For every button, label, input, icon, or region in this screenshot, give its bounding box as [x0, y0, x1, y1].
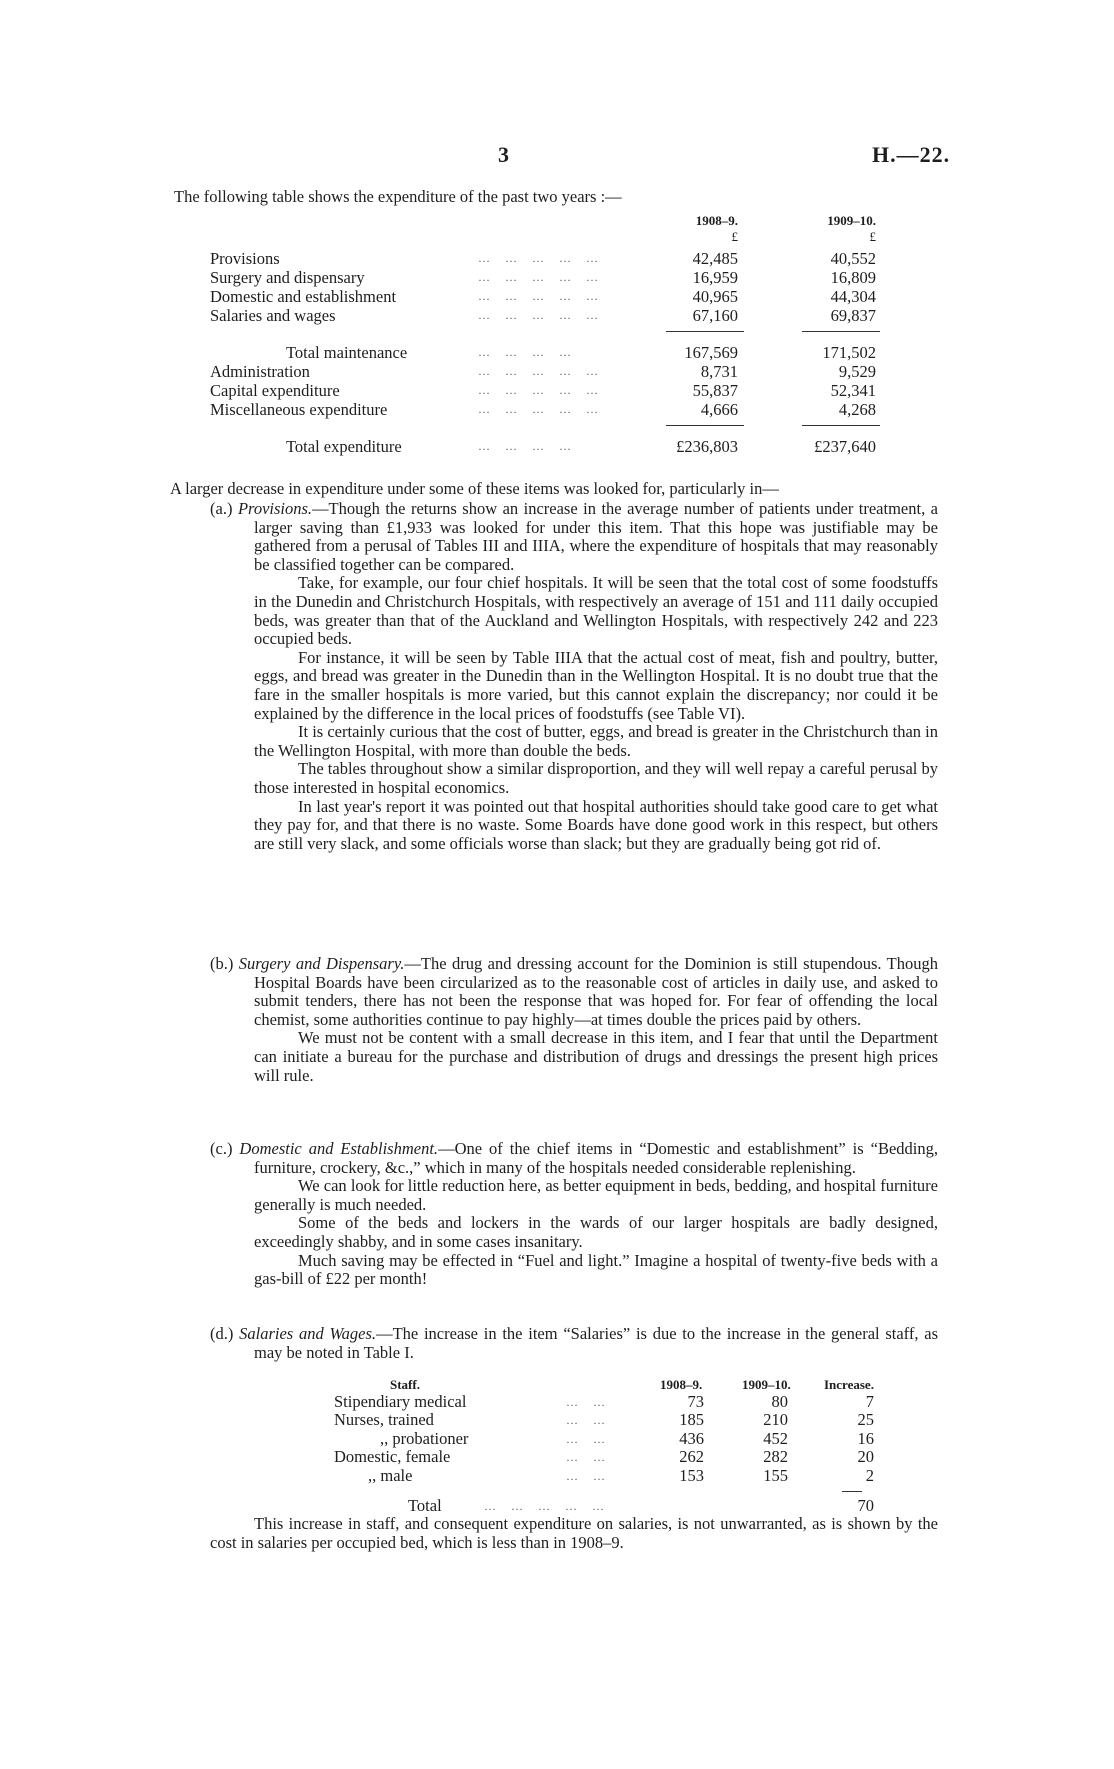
value-1909: 16,809: [830, 268, 876, 287]
closing-paragraph: [210, 1515, 938, 1552]
table-row: [210, 249, 882, 268]
value-1909: 9,529: [838, 362, 876, 381]
value-1909: 80: [771, 1392, 788, 1411]
paragraph: We can look for little reduction here, as better equipment in beds, bedding, and hospital furniture generally is much needed.: [254, 1176, 938, 1214]
paragraph: For instance, it will be seen by Table IIIA that the actual cost of meat, fish and poultry, butter, eggs, and bread was greater in the Dunedin than in the Wellington Hospital. It is no doubt true that the fare in the smaller hospitals is more varied, but this cannot explain the discrepancy; nor could it be explained by the difference in the local prices of foodstuffs (see Table VI).: [254, 647, 938, 723]
year-heading-1908: 1908–9.: [695, 213, 738, 228]
header-1908: 1908–9.: [660, 1377, 703, 1392]
value-1909: £237,640: [814, 437, 876, 456]
leader-dots: … … … … …: [478, 402, 604, 416]
leader-dots: … … … … …: [478, 364, 604, 378]
section-d-first: [210, 1325, 938, 1362]
rule-line: [842, 1491, 862, 1492]
table-row: [210, 268, 882, 287]
paragraph: In last year's report it was pointed out that hospital authorities should take good care to get what they pay for, and that there is no waste. Some Boards have done good work in this respect, but others are still very slack, and some officials worse than slack; but they are gradually being got rid of.: [254, 796, 938, 853]
paragraph: This increase in staff, and consequent expenditure on salaries, is not unwarranted, as is shown by the cost in salaries per occupied bed, which is less than in 1908–9.: [210, 1514, 938, 1552]
header-staff: Staff.: [390, 1377, 420, 1392]
value-1908: 55,837: [692, 381, 738, 400]
leader-dots: … … … …: [478, 345, 577, 359]
row-label: Surgery and dispensary: [210, 268, 365, 287]
row-label: ,, probationer: [380, 1428, 469, 1448]
value-1908: 73: [687, 1392, 704, 1411]
leader-dots: … … … … …: [478, 251, 604, 265]
row-label: Total expenditure: [286, 437, 402, 456]
section-marker: (b.): [210, 954, 234, 973]
table-row: [334, 1467, 894, 1485]
value-increase: 2: [865, 1465, 874, 1485]
leader-dots: … …: [566, 1395, 611, 1409]
row-label: Total: [408, 1495, 442, 1515]
value-1909: 69,837: [830, 306, 876, 325]
value-increase: 70: [857, 1495, 874, 1515]
section-marker: (a.): [210, 499, 233, 518]
section-title: Salaries and Wages.: [239, 1324, 377, 1343]
value-increase: 16: [857, 1428, 874, 1448]
rule-line: [666, 331, 744, 332]
rule-line: [666, 425, 744, 426]
value-1908: 153: [679, 1465, 704, 1485]
rule-line: [802, 425, 880, 426]
row-label: Capital expenditure: [210, 381, 340, 400]
value-1909: 52,341: [830, 381, 876, 400]
row-label: Administration: [210, 362, 310, 381]
value-1909: 44,304: [830, 287, 876, 306]
section-text: —One of the chief items in “Domestic and establishment” is “Bedding, furniture, crockery, &c.,” which in many of the hospitals needed considerable replenishing.: [254, 1139, 938, 1177]
leader-dots: … …: [566, 1413, 611, 1428]
leader-dots: … … … …: [478, 439, 577, 453]
paragraph: The tables throughout show a similar disproportion, and they will well repay a careful perusal by those interested in hospital economics.: [254, 759, 938, 797]
currency-heading-2: £: [869, 229, 876, 244]
section-text: —The increase in the item “Salaries” is due to the increase in the general staff, as may be noted in Table I.: [254, 1324, 938, 1362]
staff-table: [334, 1377, 894, 1515]
row-label: Salaries and wages: [210, 306, 336, 325]
leader-dots: … … … … …: [478, 383, 604, 397]
row-label: Domestic and establishment: [210, 287, 397, 306]
leader-dots: … … … … …: [478, 289, 604, 303]
section-b-first: [210, 955, 938, 1029]
table-row: [210, 400, 882, 419]
intro-sentence: The following table shows the expenditure of the past two years :—: [174, 187, 622, 206]
total-expenditure-row: [210, 437, 882, 456]
value-increase: 25: [857, 1410, 874, 1430]
value-1909: 171,502: [822, 343, 876, 362]
value-1908: £236,803: [676, 437, 738, 456]
value-1909: 210: [763, 1410, 788, 1430]
section-title: Provisions.: [237, 499, 313, 518]
value-1909: 452: [763, 1428, 788, 1448]
table-row: [334, 1393, 894, 1411]
leader-dots: … … … … …: [484, 1498, 610, 1513]
value-increase: 20: [857, 1447, 874, 1467]
section-marker: (d.): [210, 1324, 234, 1343]
row-label: Stipendiary medical: [334, 1392, 467, 1411]
table-row: [334, 1430, 894, 1448]
paragraph: Some of the beds and lockers in the wards of our larger hospitals are badly designed, exceedingly shabby, and in some cases insanitary.: [254, 1213, 938, 1251]
paragraph: We must not be content with a small decrease in this item, and I fear that until the Department can initiate a bureau for the purchase and distribution of drugs and dressings the present high prices will rule.: [254, 1028, 938, 1085]
table-row: [210, 306, 882, 325]
leader-dots: … … … … …: [478, 308, 604, 322]
value-increase: 7: [865, 1392, 874, 1411]
lead-text: A larger decrease in expenditure under some of these items was looked for, particularly in—: [170, 479, 779, 498]
table-row: [334, 1411, 894, 1429]
section-c-first: [210, 1140, 938, 1177]
page-number: 3: [498, 142, 509, 167]
row-label: Provisions: [210, 249, 280, 268]
section-d-salaries: [210, 1325, 938, 1362]
year-heading-1909: 1909–10.: [827, 213, 876, 228]
expenditure-header: [210, 213, 882, 249]
total-maintenance-row: [210, 343, 882, 362]
table-row: [210, 362, 882, 381]
value-1908: 67,160: [692, 306, 738, 325]
value-1908: 8,731: [700, 362, 738, 381]
leader-dots: … …: [566, 1450, 611, 1465]
lead-paragraph: [170, 480, 948, 499]
section-text: —Though the returns show an increase in the average number of patients under treatment, a larger saving than £1,933 was looked for under this item. That this hope was justifiable may be gathered from a perusal of Tables III and IIIA, where the expenditure of hospitals that may reasonably be classified together can be compared.: [254, 499, 939, 574]
header-1909: 1909–10.: [742, 1377, 791, 1392]
value-1908: 42,485: [692, 249, 738, 268]
staff-header: [334, 1377, 894, 1393]
row-label: ,, male: [368, 1465, 413, 1485]
value-1908: 40,965: [692, 287, 738, 306]
section-b-surgery: [210, 955, 938, 1085]
rule-line: [802, 331, 880, 332]
subtotal-rule: [210, 325, 882, 343]
row-label: Miscellaneous expenditure: [210, 400, 388, 419]
table-row: [210, 381, 882, 400]
leader-dots: … … … … …: [478, 270, 604, 284]
paragraph: Much saving may be effected in “Fuel and light.” Imagine a hospital of twenty-five beds with a gas-bill of £22 per month!: [254, 1250, 938, 1289]
paragraph: It is certainly curious that the cost of butter, eggs, and bread is greater in the Christchurch than in the Wellington Hospital, with more than double the beds.: [254, 722, 938, 760]
section-title: Domestic and Establishment.: [239, 1139, 439, 1158]
paragraph: Take, for example, our four chief hospitals. It will be seen that the total cost of some foodstuffs in the Dunedin and Christchurch Hospitals, with respectively an average of 151 and 111 daily occupied beds, was greater than that of the Auckland and Wellington Hospitals, with respectively 242 and 223 occupied beds.: [254, 573, 938, 649]
value-1908: 185: [679, 1410, 704, 1430]
value-1909: 155: [763, 1465, 788, 1485]
leader-dots: … …: [566, 1431, 611, 1446]
row-label: Domestic, female: [334, 1447, 451, 1467]
header-increase: Increase.: [824, 1377, 874, 1392]
row-label: Nurses, trained: [334, 1410, 434, 1430]
value-1908: 4,666: [700, 400, 738, 419]
leader-dots: … …: [566, 1468, 611, 1483]
row-label: Total maintenance: [286, 343, 408, 362]
value-1908: 167,569: [684, 343, 738, 362]
value-1908: 436: [679, 1428, 704, 1448]
value-1908: 262: [679, 1447, 704, 1467]
table-row: [334, 1448, 894, 1466]
document-reference: H.—22.: [872, 142, 951, 167]
staff-total-row: [334, 1497, 894, 1515]
value-1909: 40,552: [830, 249, 876, 268]
section-a-first: [210, 500, 938, 574]
section-marker: (c.): [210, 1139, 233, 1158]
value-1908: 16,959: [692, 268, 738, 287]
value-1909: 282: [763, 1447, 788, 1467]
section-c-domestic: [210, 1140, 938, 1289]
section-text: —The drug and dressing account for the Dominion is still stupendous. Though Hospital Boards have been circularized as to the reasonable cost of articles in daily use, and asked to submit tenders, there has not been the response that was hoped for. For fear of offending the local chemist, some authorities continue to pay highly—at times double the prices paid by others.: [254, 954, 938, 1029]
expenditure-table: [210, 213, 882, 456]
section-a-provisions: [210, 500, 938, 853]
section-title: Surgery and Dispensary.: [238, 954, 405, 973]
total-rule: [210, 419, 882, 437]
table-row: [210, 287, 882, 306]
currency-heading-1: £: [731, 229, 738, 244]
value-1909: 4,268: [838, 400, 876, 419]
